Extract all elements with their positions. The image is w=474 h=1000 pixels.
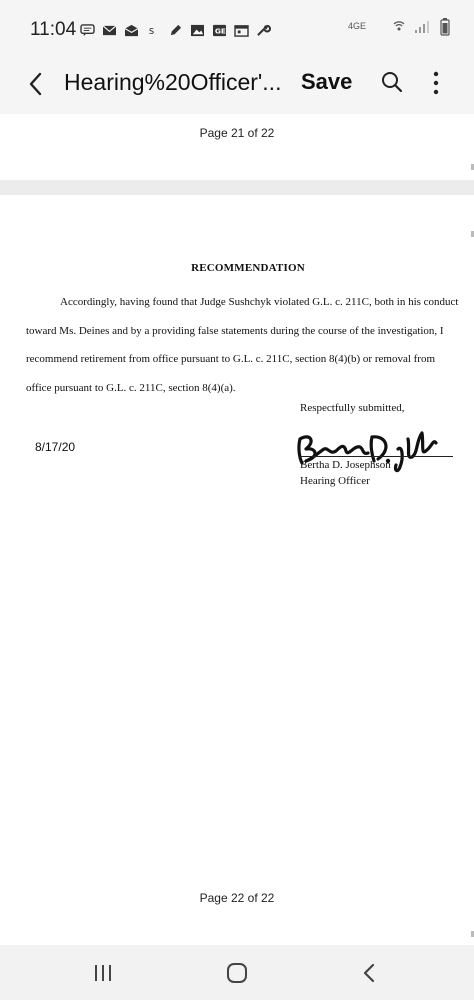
mail-open-icon xyxy=(124,24,139,37)
system-icons xyxy=(392,18,450,36)
home-icon[interactable] xyxy=(225,961,249,985)
recommendation-paragraph xyxy=(26,288,460,402)
s-icon xyxy=(146,24,161,37)
g-icon xyxy=(212,24,227,37)
paragraph-text: Accordingly, having found that Judge Sushchyk violated G.L. c. 211C, both in his conduct toward Ms. Deines and by a providing false statements during the course of the investigation, I recommend retirement from office pursuant to G.L. c. 211C, section 8(4)(b) or removal from office pursuant to G.L. c. 211C, section 8(4)(a). xyxy=(26,296,459,394)
more-options-icon[interactable] xyxy=(430,70,442,96)
pdf-page-22 xyxy=(0,195,474,945)
signer-title: Hearing Officer xyxy=(300,475,370,487)
search-icon[interactable] xyxy=(380,70,404,94)
page-divider xyxy=(0,180,474,195)
section-heading: RECOMMENDATION xyxy=(191,262,305,274)
signer-name: Bertha D. Josephson xyxy=(300,459,391,471)
notification-icons xyxy=(80,21,271,39)
page-number-label: Page 22 of 22 xyxy=(199,891,275,905)
battery-icon xyxy=(440,18,450,36)
recent-apps-icon[interactable] xyxy=(91,961,115,985)
calendar-icon xyxy=(234,24,249,37)
system-navigation-bar xyxy=(0,945,474,1000)
app-bar xyxy=(0,58,474,114)
svg-text:s: s xyxy=(148,25,155,37)
network-type-label: 4GE xyxy=(348,21,367,31)
wrench-icon xyxy=(256,24,271,37)
image-icon xyxy=(190,24,205,37)
save-button[interactable]: Save xyxy=(301,69,353,94)
status-time: 11:04 xyxy=(30,19,77,40)
hotspot-icon xyxy=(392,20,406,34)
pdf-page-21 xyxy=(0,114,474,180)
page-number-label: Page 21 of 22 xyxy=(199,126,275,140)
closing-line: Respectfully submitted, xyxy=(300,402,405,414)
message-icon xyxy=(80,24,95,37)
svg-text:GE: GE xyxy=(214,25,226,35)
mail-icon xyxy=(102,24,117,37)
signature-date: 8/17/20 xyxy=(35,440,76,454)
back-arrow-icon[interactable] xyxy=(24,69,50,99)
pen-icon xyxy=(168,24,183,37)
document-title: Hearing%20Officer'... xyxy=(64,69,282,95)
signal-icon xyxy=(414,20,432,34)
back-nav-icon[interactable] xyxy=(358,961,382,985)
signature-line xyxy=(300,456,453,457)
status-bar xyxy=(0,0,474,58)
